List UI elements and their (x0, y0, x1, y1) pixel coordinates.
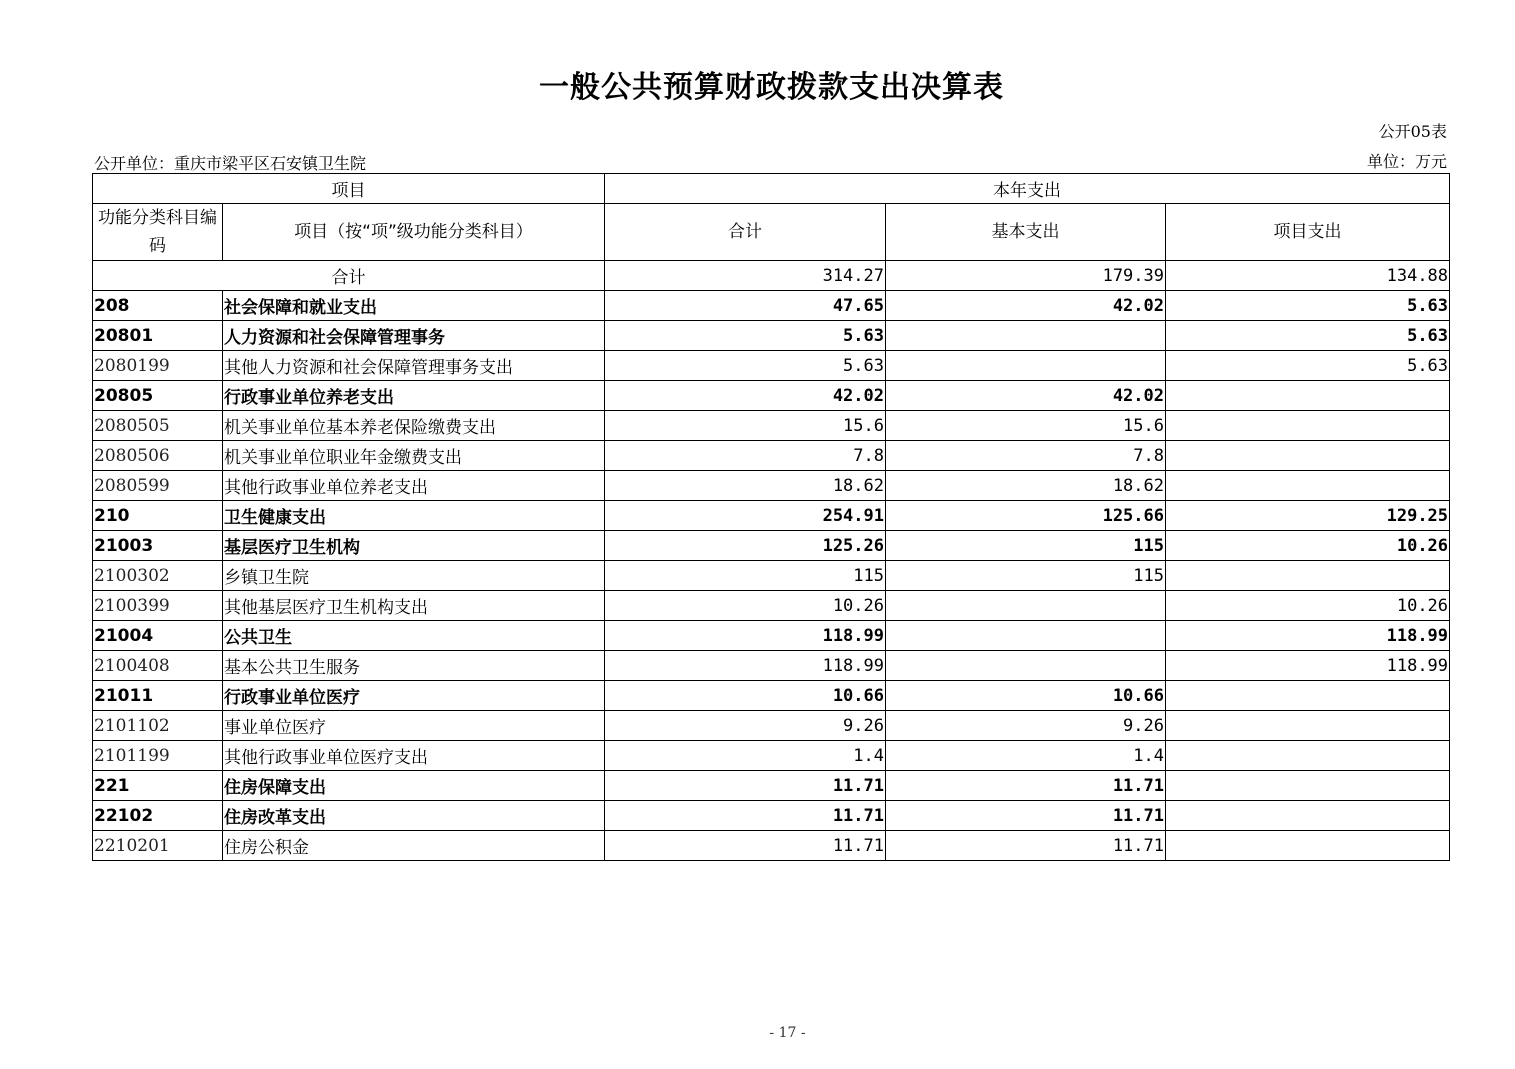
table-row (93, 321, 1450, 351)
table-row (93, 681, 1450, 711)
row-project (1166, 381, 1450, 411)
row-total: 18.62 (605, 471, 886, 501)
row-total: 42.02 (605, 381, 886, 411)
page-number: - 17 - (769, 1025, 806, 1041)
row-code: 210 (93, 501, 223, 531)
row-project: 5.63 (1166, 291, 1450, 321)
row-basic: 42.02 (886, 381, 1166, 411)
row-project (1166, 681, 1450, 711)
row-code: 2100408 (93, 651, 223, 681)
table-row (93, 741, 1450, 771)
header-basic: 基本支出 (886, 204, 1166, 261)
row-name: 乡镇卫生院 (223, 561, 605, 591)
row-name: 住房保障支出 (223, 771, 605, 801)
total-row (93, 261, 1450, 291)
row-project (1166, 561, 1450, 591)
row-name: 机关事业单位基本养老保险缴费支出 (223, 411, 605, 441)
row-name: 其他行政事业单位医疗支出 (223, 741, 605, 771)
header-row-group (93, 174, 1450, 204)
table-row (93, 471, 1450, 501)
row-code: 21003 (93, 531, 223, 561)
row-total: 5.63 (605, 351, 886, 381)
row-code: 2101102 (93, 711, 223, 741)
row-name: 行政事业单位医疗 (223, 681, 605, 711)
row-project (1166, 441, 1450, 471)
row-code: 208 (93, 291, 223, 321)
row-total: 118.99 (605, 651, 886, 681)
row-basic: 7.8 (886, 441, 1166, 471)
row-basic: 11.71 (886, 801, 1166, 831)
total-basic: 179.39 (886, 261, 1166, 291)
table-row (93, 351, 1450, 381)
row-total: 11.71 (605, 801, 886, 831)
table-row (93, 411, 1450, 441)
table-row (93, 501, 1450, 531)
row-project: 129.25 (1166, 501, 1450, 531)
row-code: 22102 (93, 801, 223, 831)
row-project (1166, 471, 1450, 501)
header-row-columns (93, 204, 1450, 261)
row-basic: 42.02 (886, 291, 1166, 321)
row-basic: 11.71 (886, 831, 1166, 861)
row-name: 机关事业单位职业年金缴费支出 (223, 441, 605, 471)
row-basic: 9.26 (886, 711, 1166, 741)
row-total: 47.65 (605, 291, 886, 321)
row-project: 118.99 (1166, 651, 1450, 681)
total-project: 134.88 (1166, 261, 1450, 291)
row-name: 行政事业单位养老支出 (223, 381, 605, 411)
row-code: 221 (93, 771, 223, 801)
table-row (93, 621, 1450, 651)
table-row (93, 831, 1450, 861)
header-current-year: 本年支出 (605, 174, 1450, 204)
row-total: 10.66 (605, 681, 886, 711)
table-row (93, 441, 1450, 471)
row-code: 2100399 (93, 591, 223, 621)
row-basic: 11.71 (886, 771, 1166, 801)
row-basic (886, 351, 1166, 381)
budget-table (92, 173, 1450, 861)
row-basic: 15.6 (886, 411, 1166, 441)
row-total: 11.71 (605, 771, 886, 801)
row-basic (886, 591, 1166, 621)
currency-unit: 单位：万元 (1366, 152, 1447, 171)
row-basic: 115 (886, 561, 1166, 591)
total-label: 合计 (93, 261, 605, 291)
row-project: 10.26 (1166, 591, 1450, 621)
row-name: 基层医疗卫生机构 (223, 531, 605, 561)
row-code: 2100302 (93, 561, 223, 591)
row-code: 2080505 (93, 411, 223, 441)
row-code: 21004 (93, 621, 223, 651)
row-project (1166, 831, 1450, 861)
row-code: 2210201 (93, 831, 223, 861)
row-project: 5.63 (1166, 351, 1450, 381)
table-row (93, 561, 1450, 591)
row-code: 20801 (93, 321, 223, 351)
row-total: 11.71 (605, 831, 886, 861)
row-code: 2080599 (93, 471, 223, 501)
row-total: 1.4 (605, 741, 886, 771)
table-row (93, 381, 1450, 411)
table-row (93, 771, 1450, 801)
row-project (1166, 711, 1450, 741)
row-name: 住房改革支出 (223, 801, 605, 831)
row-name: 公共卫生 (223, 621, 605, 651)
row-project (1166, 771, 1450, 801)
row-project: 118.99 (1166, 621, 1450, 651)
total-amount: 314.27 (605, 261, 886, 291)
row-code: 2101199 (93, 741, 223, 771)
header-name: 项目（按“项”级功能分类科目） (223, 204, 605, 261)
row-basic: 1.4 (886, 741, 1166, 771)
row-total: 7.8 (605, 441, 886, 471)
table-row (93, 591, 1450, 621)
row-total: 5.63 (605, 321, 886, 351)
table-row (93, 291, 1450, 321)
row-basic: 10.66 (886, 681, 1166, 711)
row-name: 事业单位医疗 (223, 711, 605, 741)
row-project (1166, 741, 1450, 771)
row-code: 20805 (93, 381, 223, 411)
row-basic (886, 321, 1166, 351)
header-total: 合计 (605, 204, 886, 261)
row-project (1166, 411, 1450, 441)
row-basic: 125.66 (886, 501, 1166, 531)
row-name: 其他人力资源和社会保障管理事务支出 (223, 351, 605, 381)
row-project: 10.26 (1166, 531, 1450, 561)
row-name: 社会保障和就业支出 (223, 291, 605, 321)
row-basic (886, 651, 1166, 681)
reporting-unit: 公开单位：重庆市梁平区石安镇卫生院 (94, 154, 367, 173)
row-name: 卫生健康支出 (223, 501, 605, 531)
row-basic: 18.62 (886, 471, 1166, 501)
row-name: 其他行政事业单位养老支出 (223, 471, 605, 501)
header-project: 项目支出 (1166, 204, 1450, 261)
page-title: 一般公共预算财政拨款支出决算表 (539, 70, 1004, 105)
header-code: 功能分类科目编码 (93, 204, 223, 261)
row-total: 254.91 (605, 501, 886, 531)
row-total: 115 (605, 561, 886, 591)
row-project: 5.63 (1166, 321, 1450, 351)
row-project (1166, 801, 1450, 831)
row-code: 2080506 (93, 441, 223, 471)
row-name: 其他基层医疗卫生机构支出 (223, 591, 605, 621)
row-total: 15.6 (605, 411, 886, 441)
row-name: 基本公共卫生服务 (223, 651, 605, 681)
row-basic: 115 (886, 531, 1166, 561)
table-row (93, 531, 1450, 561)
header-project-group: 项目 (93, 174, 605, 204)
table-row (93, 651, 1450, 681)
row-total: 9.26 (605, 711, 886, 741)
table-row (93, 801, 1450, 831)
row-basic (886, 621, 1166, 651)
form-number: 公开05表 (1378, 122, 1447, 141)
row-total: 10.26 (605, 591, 886, 621)
row-total: 118.99 (605, 621, 886, 651)
row-name: 人力资源和社会保障管理事务 (223, 321, 605, 351)
row-code: 2080199 (93, 351, 223, 381)
row-total: 125.26 (605, 531, 886, 561)
row-code: 21011 (93, 681, 223, 711)
table-row (93, 711, 1450, 741)
row-name: 住房公积金 (223, 831, 605, 861)
